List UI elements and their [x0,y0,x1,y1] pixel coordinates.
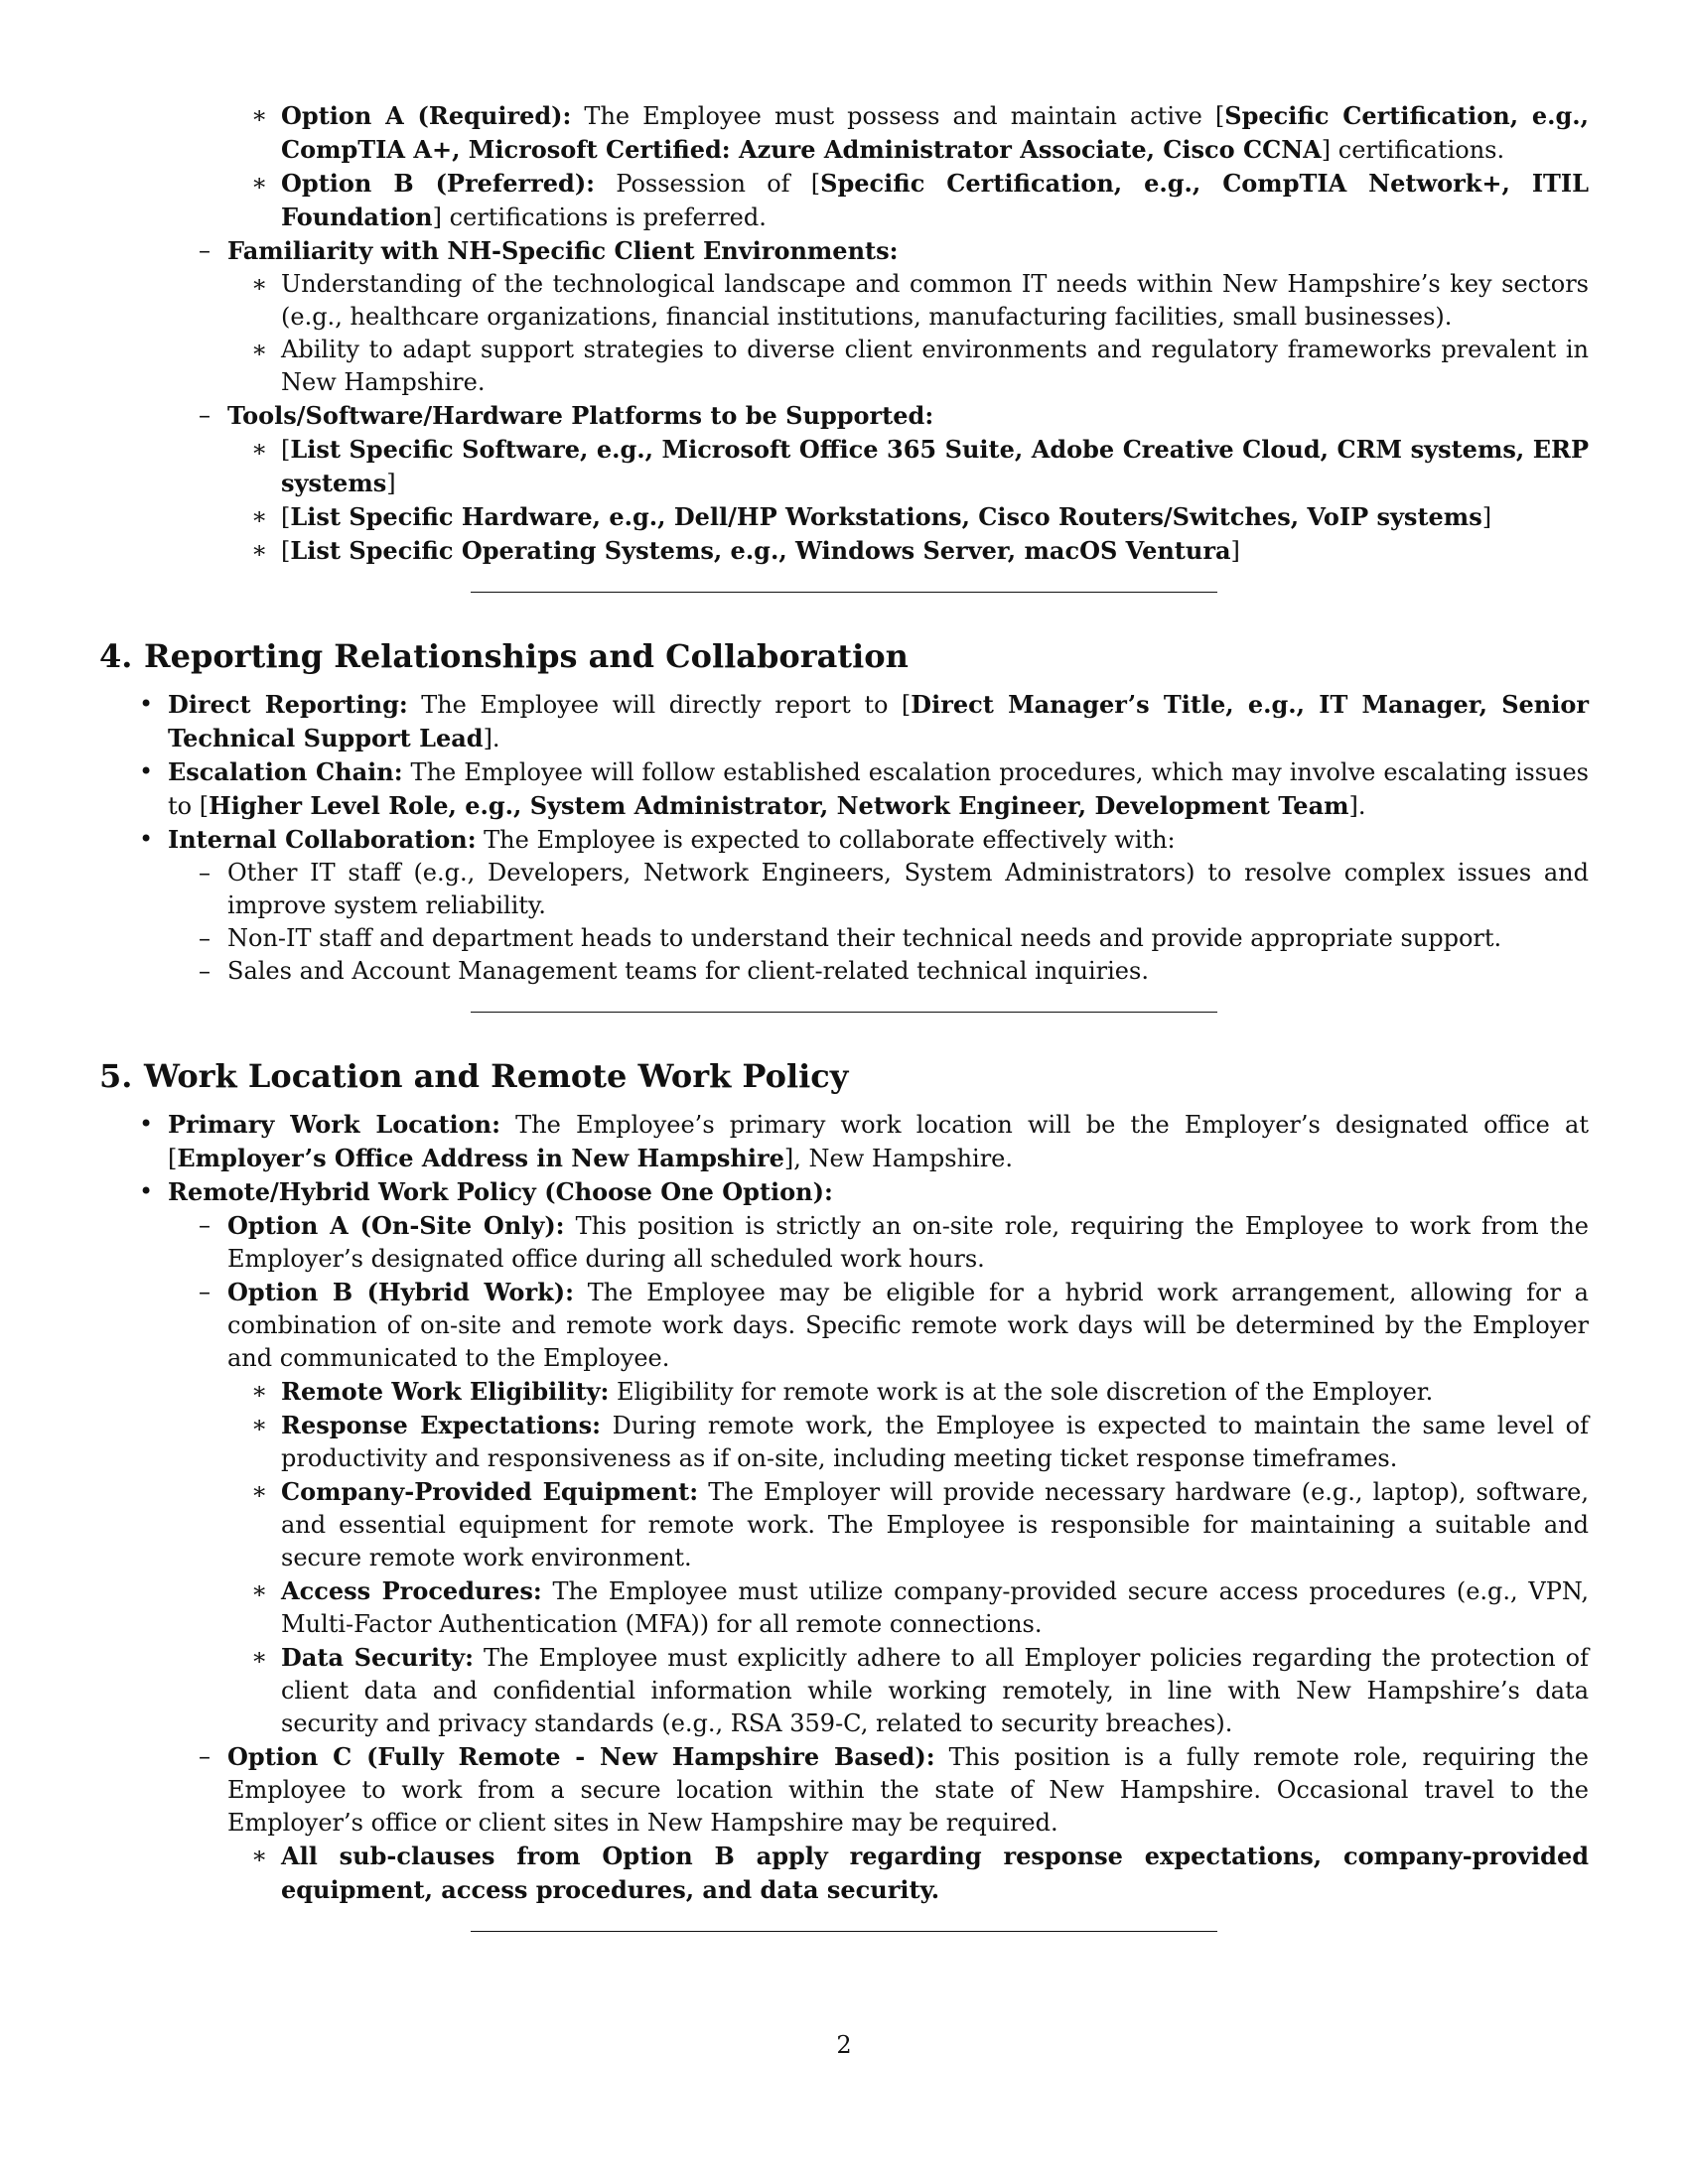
section4-list [99,688,1589,988]
section3-sublist [99,234,1589,568]
remote-options-list [168,1209,1589,1907]
familiarity-list [227,268,1589,399]
list-item: ∗ Remote Work Eligibility: Eligibility for remote work is at the sole discretion of the Employer. [227,1375,1589,1409]
section-heading: 5. Work Location and Remote Work Policy [99,1057,849,1095]
list-item: ∗ Option B (Preferred): Possession of [Specific Certification, e.g., CompTIA Network+, ITIL Foundation] certifications is preferred. [99,167,1589,234]
list-item: ∗ Data Security: The Employee must explicitly adhere to all Employer policies regarding the protection of client data and confidential information while working remotely, in line with New Hampshire’s data security and privacy standards (e.g., RSA 359-C, related to security breaches). [227,1641,1589,1740]
certification-options-list [99,99,1589,234]
list-item: – Option A (On-Site Only): This position is strictly an on-site role, requiring the Employee to work from the Employer’s designated office during all scheduled work hours. [168,1209,1589,1276]
list-item: ∗ Ability to adapt support strategies to diverse client environments and regulatory frameworks prevalent in New Hampshire. [227,334,1589,399]
option-c-list [227,1840,1589,1907]
list-item: ∗ [List Specific Operating Systems, e.g., Windows Server, macOS Ventura] [227,534,1589,568]
list-item: • Remote/Hybrid Work Policy (Choose One Option): – Option A (On-Site Only): This position is strictly an on-site role, requiring the Employee to work from the Employer’s designated office during all scheduled work hours. – Option B (Hybrid Work): The Employee may be eligible for a hybrid work arrangement, allowing for a combination of on-site and remote work days. Specific remote work days will be determined by the Employer and communicated to the Employee. ∗ Remote Work Eligibility: Eligibility for remote work is at the sole discretion of the Employer. ∗ Response Expectations: During remote work, the Employee is expected to maintain the same level of productivity and responsiveness as if on-site, including meeting ticket response timeframes. ∗ Company-Provided Equipment: The Employer will provide necessary hardware (e.g., laptop), software, and essential equipment for remote work. The Employee is responsible for maintaining a suitable and secure remote work environment. ∗ Access Procedures: The Employee must utilize company-provided secure access procedures (e.g., VPN, Multi-Factor Authentication (MFA)) for all remote connections. ∗ Data Security: The Employee must explicitly adhere to all Employer policies regarding the protection of client data and confidential information while working remotely, in line with New Hampshire’s data security and privacy standards (e.g., RSA 359-C, related to security breaches). – Option C (Fully Remote - New Hampshire Based): This position is a fully remote role, requiring the Employee to work from a secure location within the state of New Hampshire. Occasional travel to the Employer’s office or client sites in New Hampshire may be required. ∗ All sub-clauses from Option B apply regarding response expectations, company-provided equipment, access procedures, and data security. [99,1175,1589,1907]
section5-list [99,1108,1589,1907]
list-item: – Non-IT staff and department heads to understand their technical needs and provide appropriate support. [168,922,1589,955]
list-item: • Primary Work Location: The Employee’s primary work location will be the Employer’s designated office at [Employer’s Office Address in New Hampshire], New Hampshire. [99,1108,1589,1175]
page-number: 2 [836,2031,852,2059]
list-item: • Escalation Chain: The Employee will follow established escalation procedures, which may involve escalating issues to [Higher Level Role, e.g., System Administrator, Network Engineer, Development Team]. [99,755,1589,823]
tools-list [227,433,1589,568]
list-item: ∗ Response Expectations: During remote work, the Employee is expected to maintain the same level of productivity and responsiveness as if on-site, including meeting ticket response timeframes. [227,1409,1589,1475]
section-heading: 4. Reporting Relationships and Collaboration [99,637,909,675]
list-item: ∗ [List Specific Hardware, e.g., Dell/HP Workstations, Cisco Routers/Switches, VoIP systems] [227,500,1589,534]
list-item: – Sales and Account Management teams for client-related technical inquiries. [168,955,1589,988]
list-item: – Option B (Hybrid Work): The Employee may be eligible for a hybrid work arrangement, allowing for a combination of on-site and remote work days. Specific remote work days will be determined by the Employer and communicated to the Employee. ∗ Remote Work Eligibility: Eligibility for remote work is at the sole discretion of the Employer. ∗ Response Expectations: During remote work, the Employee is expected to maintain the same level of productivity and responsiveness as if on-site, including meeting ticket response timeframes. ∗ Company-Provided Equipment: The Employer will provide necessary hardware (e.g., laptop), software, and essential equipment for remote work. The Employee is responsible for maintaining a suitable and secure remote work environment. ∗ Access Procedures: The Employee must utilize company-provided secure access procedures (e.g., VPN, Multi-Factor Authentication (MFA)) for all remote connections. ∗ Data Security: The Employee must explicitly adhere to all Employer policies regarding the protection of client data and confidential information while working remotely, in line with New Hampshire’s data security and privacy standards (e.g., RSA 359-C, related to security breaches). [168,1276,1589,1740]
collaboration-list [168,857,1589,988]
list-item: ∗ Option A (Required): The Employee must possess and maintain active [Specific Certification, e.g., CompTIA A+, Microsoft Certified: Azure Administrator Associate, Cisco CCNA] certifications. [99,99,1589,167]
list-item: – Option C (Fully Remote - New Hampshire Based): This position is a fully remote role, requiring the Employee to work from a secure location within the state of New Hampshire. Occasional travel to the Employer’s office or client sites in New Hampshire may be required. ∗ All sub-clauses from Option B apply regarding response expectations, company-provided equipment, access procedures, and data security. [168,1740,1589,1907]
list-item: – Other IT staff (e.g., Developers, Network Engineers, System Administrators) to resolve complex issues and improve system reliability. [168,857,1589,922]
list-item: – Tools/Software/Hardware Platforms to be Supported: ∗ [List Specific Software, e.g., Microsoft Office 365 Suite, Adobe Creative Cloud, CRM systems, ERP systems] ∗ [List Specific Hardware, e.g., Dell/HP Workstations, Cisco Routers/Switches, VoIP systems] ∗ [List Specific Operating Systems, e.g., Windows Server, macOS Ventura] [99,399,1589,568]
list-item: ∗ Access Procedures: The Employee must utilize company-provided secure access procedures (e.g., VPN, Multi-Factor Authentication (MFA)) for all remote connections. [227,1574,1589,1641]
option-b-list [227,1375,1589,1740]
document-page [99,99,1589,1932]
list-item: ∗ Company-Provided Equipment: The Employer will provide necessary hardware (e.g., laptop), software, and essential equipment for remote work. The Employee is responsible for maintaining a suitable and secure remote work environment. [227,1475,1589,1574]
list-item: – Familiarity with NH-Specific Client Environments: ∗ Understanding of the technological landscape and common IT needs within New Hampshire’s key sectors (e.g., healthcare organizations, financial institutions, manufacturing facilities, small businesses). ∗ Ability to adapt support strategies to diverse client environments and regulatory frameworks prevalent in New Hampshire. [99,234,1589,399]
list-item: ∗ Understanding of the technological landscape and common IT needs within New Hampshire’s key sectors (e.g., healthcare organizations, financial institutions, manufacturing facilities, small businesses). [227,268,1589,334]
section-divider [471,1931,1217,1932]
list-item: ∗ [List Specific Software, e.g., Microsoft Office 365 Suite, Adobe Creative Cloud, CRM systems, ERP systems] [227,433,1589,500]
list-item: ∗ All sub-clauses from Option B apply regarding response expectations, company-provided equipment, access procedures, and data security. [227,1840,1589,1907]
list-item: • Direct Reporting: The Employee will directly report to [Direct Manager’s Title, e.g., IT Manager, Senior Technical Support Lead]. [99,688,1589,755]
list-item: • Internal Collaboration: The Employee is expected to collaborate effectively with: – Other IT staff (e.g., Developers, Network Engineers, System Administrators) to resolve complex issues and improve system reliability. – Non-IT staff and department heads to understand their technical needs and provide appropriate support. – Sales and Account Management teams for client-related technical inquiries. [99,823,1589,988]
